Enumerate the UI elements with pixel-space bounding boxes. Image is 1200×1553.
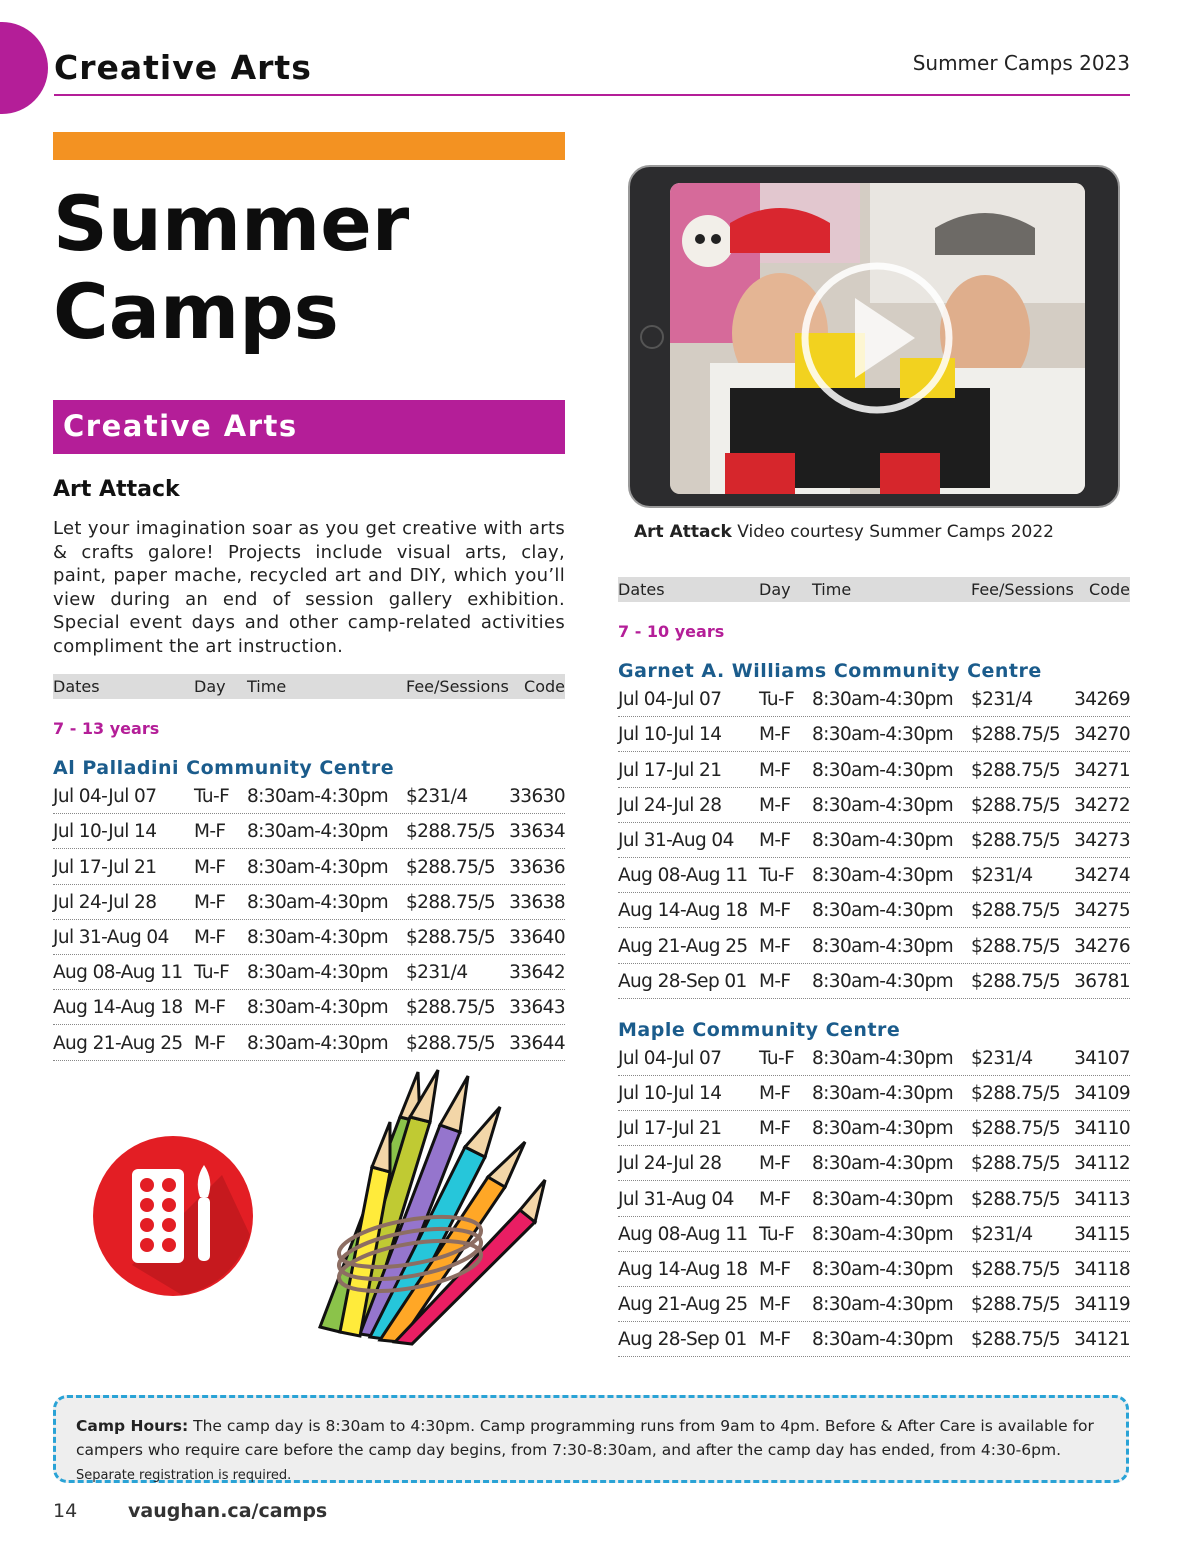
- table-row: [618, 752, 1130, 787]
- cell-dates: Aug 08-Aug 11: [53, 962, 183, 984]
- cell-time: 8:30am-4:30pm: [247, 891, 389, 913]
- cell-dates: Aug 14-Aug 18: [618, 900, 748, 922]
- cell-fee: $288.75/5: [971, 1118, 1061, 1140]
- cell-fee: $288.75/5: [971, 1083, 1061, 1105]
- cell-fee: $288.75/5: [971, 1259, 1061, 1280]
- cell-fee: $231/4: [971, 689, 1033, 711]
- caption-rest: Video courtesy Summer Camps 2022: [731, 522, 1054, 542]
- caption-bold: Art Attack: [634, 522, 732, 542]
- table-row: [618, 1181, 1130, 1216]
- header-fee: Fee/Sessions: [971, 580, 1074, 599]
- cell-dates: Jul 04-Jul 07: [53, 786, 157, 808]
- tablet-video-frame: [628, 165, 1120, 508]
- cell-dates: Jul 17-Jul 21: [618, 759, 722, 781]
- cell-fee: $288.75/5: [406, 856, 496, 878]
- cell-dates: Jul 04-Jul 07: [618, 689, 722, 711]
- cell-time: 8:30am-4:30pm: [812, 1329, 954, 1351]
- cell-day: M-F: [759, 1259, 791, 1280]
- cell-code: 33638: [509, 891, 565, 913]
- cell-day: M-F: [759, 1153, 791, 1175]
- cell-code: 34272: [1074, 794, 1130, 816]
- cell-fee: $288.75/5: [971, 1153, 1061, 1175]
- cell-code: 34275: [1074, 900, 1130, 922]
- cell-day: M-F: [759, 1118, 791, 1140]
- orange-accent-bar: [53, 132, 565, 160]
- tablet-home-button: [640, 325, 664, 349]
- cell-fee: $288.75/5: [406, 997, 496, 1019]
- cell-day: M-F: [194, 891, 226, 913]
- cell-day: M-F: [194, 821, 226, 843]
- table-row: [618, 1252, 1130, 1287]
- cell-day: M-F: [759, 1188, 791, 1210]
- cell-dates: Jul 31-Aug 04: [53, 926, 169, 948]
- cell-time: 8:30am-4:30pm: [812, 1259, 954, 1280]
- cell-day: M-F: [759, 724, 791, 746]
- cell-day: Tu-F: [759, 689, 795, 711]
- table-row: [618, 858, 1130, 893]
- cell-fee: $288.75/5: [971, 794, 1061, 816]
- header-divider: [54, 94, 1130, 96]
- cell-dates: Aug 14-Aug 18: [618, 1259, 748, 1280]
- cell-time: 8:30am-4:30pm: [247, 856, 389, 878]
- cell-code: 34274: [1074, 865, 1130, 887]
- cell-day: M-F: [194, 926, 226, 948]
- header-dates: Dates: [618, 580, 665, 599]
- video-caption: [634, 522, 1054, 542]
- cell-dates: Aug 14-Aug 18: [53, 997, 183, 1019]
- cell-fee: $288.75/5: [971, 1329, 1061, 1351]
- table-header: [618, 577, 1130, 602]
- cell-fee: $288.75/5: [971, 1188, 1061, 1210]
- cell-day: M-F: [194, 856, 226, 878]
- cell-day: M-F: [194, 1032, 226, 1054]
- table-row: [618, 1217, 1130, 1252]
- cell-time: 8:30am-4:30pm: [812, 689, 954, 711]
- cell-dates: Aug 28-Sep 01: [618, 1329, 747, 1351]
- cell-time: 8:30am-4:30pm: [247, 997, 389, 1019]
- table-row: [618, 823, 1130, 858]
- cell-day: Tu-F: [759, 1047, 795, 1069]
- cell-code: 34270: [1074, 724, 1130, 746]
- cell-day: Tu-F: [194, 786, 230, 808]
- cell-time: 8:30am-4:30pm: [812, 829, 954, 851]
- cell-fee: $231/4: [971, 1223, 1033, 1245]
- cell-dates: Jul 10-Jul 14: [618, 1083, 722, 1105]
- cell-code: 33630: [509, 786, 565, 808]
- cell-fee: $288.75/5: [971, 1294, 1061, 1316]
- cell-dates: Jul 24-Jul 28: [618, 1153, 722, 1175]
- table-row: [53, 885, 565, 920]
- age-range: 7 - 10 years: [618, 622, 725, 641]
- camp-hours-label: Camp Hours:: [76, 1417, 189, 1435]
- cell-fee: $288.75/5: [406, 1032, 496, 1054]
- cell-dates: Jul 31-Aug 04: [618, 1188, 734, 1210]
- program-description: Let your imagination soar as you get creative with arts & crafts galore! Projects include visual arts, clay, paint, paper mache, recycled art and DIY, which you’ll view during an end of session gallery exhibition. Special event days and other camp-related activities compliment the art instruction.: [53, 518, 565, 657]
- cell-day: M-F: [759, 794, 791, 816]
- header-code: Code: [524, 677, 565, 696]
- table-row: [618, 1287, 1130, 1322]
- cell-fee: $231/4: [406, 962, 468, 984]
- cell-dates: Jul 24-Jul 28: [53, 891, 157, 913]
- table-header: [53, 674, 565, 699]
- cell-fee: $288.75/5: [971, 829, 1061, 851]
- cell-time: 8:30am-4:30pm: [812, 1188, 954, 1210]
- table-row: [618, 788, 1130, 823]
- cell-day: M-F: [759, 759, 791, 781]
- cell-dates: Aug 08-Aug 11: [618, 865, 748, 887]
- cell-code: 34119: [1074, 1294, 1130, 1316]
- header-publication-title: Summer Camps 2023: [912, 51, 1130, 75]
- cell-fee: $288.75/5: [971, 970, 1061, 992]
- header-time: Time: [812, 580, 852, 599]
- cell-code: 34121: [1074, 1329, 1130, 1351]
- cell-code: 34118: [1074, 1259, 1130, 1280]
- cell-code: 33644: [509, 1032, 565, 1054]
- table-row: [53, 955, 565, 990]
- cell-day: M-F: [759, 1294, 791, 1316]
- cell-time: 8:30am-4:30pm: [812, 1294, 954, 1316]
- header-dates: Dates: [53, 677, 100, 696]
- footer-link[interactable]: vaughan.ca/camps: [128, 1500, 328, 1522]
- cell-code: 34112: [1074, 1153, 1130, 1175]
- cell-code: 34113: [1074, 1188, 1130, 1210]
- cell-day: M-F: [759, 970, 791, 992]
- cell-dates: Jul 10-Jul 14: [618, 724, 722, 746]
- paint-palette-icon: [92, 1135, 254, 1297]
- right-schedule-table: [618, 577, 1130, 1357]
- left-schedule-table: [53, 674, 565, 1061]
- cell-time: 8:30am-4:30pm: [812, 935, 954, 957]
- cell-code: 34269: [1074, 689, 1130, 711]
- table-row: [53, 1025, 565, 1060]
- cell-fee: $288.75/5: [971, 900, 1061, 922]
- cell-time: 8:30am-4:30pm: [247, 1032, 389, 1054]
- cell-code: 34115: [1074, 1223, 1130, 1245]
- cell-day: Tu-F: [759, 1223, 795, 1245]
- camp-hours-text: The camp day is 8:30am to 4:30pm. Camp programming runs from 9am to 4pm. Before & After Care is available for campers who require care before the camp day begins, from 7:30-8:30am, and after the camp day has ended, from 4:30-6pm.: [76, 1417, 1094, 1459]
- video-scene: [670, 183, 1085, 494]
- cell-dates: Aug 21-Aug 25: [53, 1032, 183, 1054]
- cell-code: 34271: [1074, 759, 1130, 781]
- table-row: [618, 1146, 1130, 1181]
- video-thumbnail[interactable]: [670, 183, 1085, 494]
- cell-code: 33634: [509, 821, 565, 843]
- page-title: [53, 180, 409, 356]
- cell-fee: $288.75/5: [406, 821, 496, 843]
- cell-code: 33642: [509, 962, 565, 984]
- cell-time: 8:30am-4:30pm: [812, 1223, 954, 1245]
- cell-time: 8:30am-4:30pm: [247, 962, 389, 984]
- table-row: [53, 920, 565, 955]
- table-row: [618, 1076, 1130, 1111]
- header-section-title: Creative Arts: [54, 48, 312, 87]
- age-range: 7 - 13 years: [53, 719, 160, 738]
- header-code: Code: [1089, 580, 1130, 599]
- table-row: [53, 990, 565, 1025]
- cell-dates: Jul 04-Jul 07: [618, 1047, 722, 1069]
- cell-time: 8:30am-4:30pm: [247, 926, 389, 948]
- schedule-rows: [53, 779, 565, 1061]
- cell-code: 34109: [1074, 1083, 1130, 1105]
- cell-dates: Jul 10-Jul 14: [53, 821, 157, 843]
- cell-time: 8:30am-4:30pm: [812, 724, 954, 746]
- table-row: [53, 849, 565, 884]
- cell-code: 34276: [1074, 935, 1130, 957]
- cell-time: 8:30am-4:30pm: [247, 786, 389, 808]
- table-row: [618, 1041, 1130, 1076]
- cell-fee: $288.75/5: [971, 759, 1061, 781]
- cell-time: 8:30am-4:30pm: [812, 1047, 954, 1069]
- cell-dates: Aug 21-Aug 25: [618, 935, 748, 957]
- corner-tab: [0, 22, 48, 114]
- cell-fee: $231/4: [971, 1047, 1033, 1069]
- cell-fee: $288.75/5: [971, 724, 1061, 746]
- program-title: Art Attack: [53, 477, 180, 502]
- cell-fee: $288.75/5: [971, 935, 1061, 957]
- page-title-line-2: Camps: [53, 267, 339, 356]
- cell-dates: Jul 17-Jul 21: [618, 1118, 722, 1140]
- cell-fee: $231/4: [971, 865, 1033, 887]
- cell-code: 36781: [1074, 970, 1130, 992]
- table-row: [53, 779, 565, 814]
- cell-dates: Jul 24-Jul 28: [618, 794, 722, 816]
- cell-day: M-F: [194, 997, 226, 1019]
- table-row: [618, 682, 1130, 717]
- cell-time: 8:30am-4:30pm: [812, 900, 954, 922]
- cell-time: 8:30am-4:30pm: [812, 970, 954, 992]
- table-row: [618, 1322, 1130, 1357]
- cell-time: 8:30am-4:30pm: [812, 759, 954, 781]
- cell-code: 33636: [509, 856, 565, 878]
- cell-code: 34273: [1074, 829, 1130, 851]
- centre-name-maple: Maple Community Centre: [618, 1018, 901, 1041]
- header-day: Day: [759, 580, 791, 599]
- schedule-rows-maple: [618, 1041, 1130, 1358]
- table-row: [618, 928, 1130, 963]
- cell-code: 34110: [1074, 1118, 1130, 1140]
- cell-time: 8:30am-4:30pm: [812, 865, 954, 887]
- cell-day: Tu-F: [759, 865, 795, 887]
- camp-hours-notice: [53, 1395, 1129, 1483]
- header-fee: Fee/Sessions: [406, 677, 509, 696]
- page-title-line-1: Summer: [53, 179, 410, 268]
- cell-time: 8:30am-4:30pm: [812, 1153, 954, 1175]
- cell-fee: $288.75/5: [406, 891, 496, 913]
- cell-dates: Jul 17-Jul 21: [53, 856, 157, 878]
- page-number: 14: [53, 1500, 78, 1522]
- table-row: [53, 814, 565, 849]
- cell-code: 34107: [1074, 1047, 1130, 1069]
- cell-time: 8:30am-4:30pm: [247, 821, 389, 843]
- cell-dates: Aug 28-Sep 01: [618, 970, 747, 992]
- table-row: [618, 1111, 1130, 1146]
- cell-day: M-F: [759, 1329, 791, 1351]
- cell-day: M-F: [759, 829, 791, 851]
- cell-day: M-F: [759, 900, 791, 922]
- cell-dates: Aug 21-Aug 25: [618, 1294, 748, 1316]
- header-day: Day: [194, 677, 226, 696]
- table-row: [618, 893, 1130, 928]
- cell-code: 33643: [509, 997, 565, 1019]
- cell-code: 33640: [509, 926, 565, 948]
- schedule-rows-garnet: [618, 682, 1130, 999]
- table-row: [618, 717, 1130, 752]
- cell-day: M-F: [759, 935, 791, 957]
- cell-time: 8:30am-4:30pm: [812, 1118, 954, 1140]
- cell-fee: $288.75/5: [406, 926, 496, 948]
- centre-name: Al Palladini Community Centre: [53, 757, 395, 779]
- camp-hours-note: Separate registration is required.: [76, 1468, 292, 1483]
- cell-day: M-F: [759, 1083, 791, 1105]
- centre-name-garnet: Garnet A. Williams Community Centre: [618, 660, 1042, 682]
- cell-time: 8:30am-4:30pm: [812, 794, 954, 816]
- cell-fee: $231/4: [406, 786, 468, 808]
- cell-day: Tu-F: [194, 962, 230, 984]
- section-banner: Creative Arts: [53, 400, 565, 454]
- header-time: Time: [247, 677, 287, 696]
- cell-time: 8:30am-4:30pm: [812, 1083, 954, 1105]
- cell-dates: Aug 08-Aug 11: [618, 1223, 748, 1245]
- colored-pencils-illustration: [300, 1062, 550, 1347]
- cell-dates: Jul 31-Aug 04: [618, 829, 734, 851]
- table-row: [618, 964, 1130, 999]
